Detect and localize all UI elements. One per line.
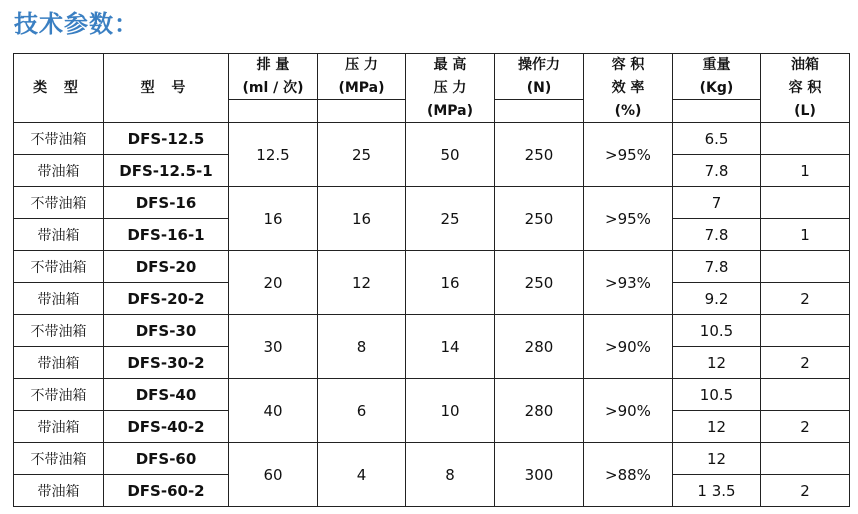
pressure-cell: 25	[318, 123, 406, 187]
header-model: 型 号	[104, 54, 229, 123]
force-cell: 250	[495, 187, 584, 251]
header-displacement-1: 排 量	[229, 54, 318, 77]
displacement-cell: 40	[229, 379, 318, 443]
type-cell: 不带油箱	[14, 315, 104, 347]
header-max-pressure-3: (MPa)	[406, 100, 495, 123]
model-cell: DFS-40-2	[104, 411, 229, 443]
max-pressure-cell: 8	[406, 443, 495, 507]
header-tank-3: (L)	[761, 100, 850, 123]
header-weight-2: (Kg)	[673, 77, 761, 100]
efficiency-cell: >88%	[584, 443, 673, 507]
table-row	[14, 187, 850, 219]
efficiency-cell: >90%	[584, 315, 673, 379]
type-cell: 带油箱	[14, 155, 104, 187]
type-cell: 带油箱	[14, 219, 104, 251]
model-cell: DFS-60	[104, 443, 229, 475]
tank-cell	[761, 315, 850, 347]
efficiency-cell: >90%	[584, 379, 673, 443]
pressure-cell: 4	[318, 443, 406, 507]
weight-cell: 10.5	[673, 379, 761, 411]
header-force-2: (N)	[495, 77, 584, 100]
tank-cell: 2	[761, 347, 850, 379]
table-row	[14, 123, 850, 155]
model-cell: DFS-40	[104, 379, 229, 411]
type-cell: 带油箱	[14, 347, 104, 379]
displacement-cell: 60	[229, 443, 318, 507]
force-cell: 280	[495, 379, 584, 443]
displacement-cell: 20	[229, 251, 318, 315]
table-row	[14, 443, 850, 475]
model-cell: DFS-20	[104, 251, 229, 283]
type-cell: 带油箱	[14, 283, 104, 315]
page-title: 技术参数：	[14, 10, 139, 38]
tank-cell: 2	[761, 283, 850, 315]
type-cell: 不带油箱	[14, 187, 104, 219]
header-displacement-2: (ml / 次)	[229, 77, 318, 100]
spec-table	[13, 53, 850, 507]
type-cell: 带油箱	[14, 475, 104, 507]
weight-cell: 7	[673, 187, 761, 219]
tank-cell	[761, 379, 850, 411]
pressure-cell: 6	[318, 379, 406, 443]
header-pressure-1: 压 力	[318, 54, 406, 77]
model-cell: DFS-16-1	[104, 219, 229, 251]
weight-cell: 7.8	[673, 155, 761, 187]
tank-cell: 2	[761, 411, 850, 443]
header-displacement-3	[229, 100, 318, 123]
model-cell: DFS-30	[104, 315, 229, 347]
model-cell: DFS-60-2	[104, 475, 229, 507]
header-weight-1: 重量	[673, 54, 761, 77]
table-row	[14, 379, 850, 411]
weight-cell: 7.8	[673, 251, 761, 283]
weight-cell: 12	[673, 411, 761, 443]
header-efficiency-3: (%)	[584, 100, 673, 123]
weight-cell: 7.8	[673, 219, 761, 251]
force-cell: 280	[495, 315, 584, 379]
header-tank-2: 容 积	[761, 77, 850, 100]
displacement-cell: 30	[229, 315, 318, 379]
max-pressure-cell: 25	[406, 187, 495, 251]
efficiency-cell: >95%	[584, 123, 673, 187]
type-cell: 不带油箱	[14, 123, 104, 155]
type-cell: 不带油箱	[14, 379, 104, 411]
model-cell: DFS-20-2	[104, 283, 229, 315]
header-force-3	[495, 100, 584, 123]
weight-cell: 9.2	[673, 283, 761, 315]
weight-cell: 12	[673, 443, 761, 475]
tank-cell: 1	[761, 155, 850, 187]
displacement-cell: 12.5	[229, 123, 318, 187]
type-cell: 不带油箱	[14, 251, 104, 283]
efficiency-cell: >93%	[584, 251, 673, 315]
header-efficiency-1: 容 积	[584, 54, 673, 77]
weight-cell: 1 3.5	[673, 475, 761, 507]
force-cell: 250	[495, 251, 584, 315]
header-tank-1: 油箱	[761, 54, 850, 77]
max-pressure-cell: 10	[406, 379, 495, 443]
pressure-cell: 8	[318, 315, 406, 379]
header-pressure-2: (MPa)	[318, 77, 406, 100]
header-efficiency-2: 效 率	[584, 77, 673, 100]
type-cell: 带油箱	[14, 411, 104, 443]
tank-cell	[761, 123, 850, 155]
weight-cell: 6.5	[673, 123, 761, 155]
weight-cell: 10.5	[673, 315, 761, 347]
tank-cell	[761, 443, 850, 475]
tank-cell	[761, 251, 850, 283]
weight-cell: 12	[673, 347, 761, 379]
header-force-1: 操作力	[495, 54, 584, 77]
max-pressure-cell: 16	[406, 251, 495, 315]
model-cell: DFS-12.5-1	[104, 155, 229, 187]
max-pressure-cell: 14	[406, 315, 495, 379]
header-max-pressure-2: 压 力	[406, 77, 495, 100]
tank-cell: 1	[761, 219, 850, 251]
header-weight-3	[673, 100, 761, 123]
type-cell: 不带油箱	[14, 443, 104, 475]
header-max-pressure-1: 最 高	[406, 54, 495, 77]
header-pressure-3	[318, 100, 406, 123]
force-cell: 250	[495, 123, 584, 187]
pressure-cell: 12	[318, 251, 406, 315]
model-cell: DFS-30-2	[104, 347, 229, 379]
table-row	[14, 251, 850, 283]
model-cell: DFS-16	[104, 187, 229, 219]
force-cell: 300	[495, 443, 584, 507]
displacement-cell: 16	[229, 187, 318, 251]
tank-cell	[761, 187, 850, 219]
efficiency-cell: >95%	[584, 187, 673, 251]
pressure-cell: 16	[318, 187, 406, 251]
max-pressure-cell: 50	[406, 123, 495, 187]
model-cell: DFS-12.5	[104, 123, 229, 155]
table-row	[14, 315, 850, 347]
header-type: 类 型	[14, 54, 104, 123]
tank-cell: 2	[761, 475, 850, 507]
